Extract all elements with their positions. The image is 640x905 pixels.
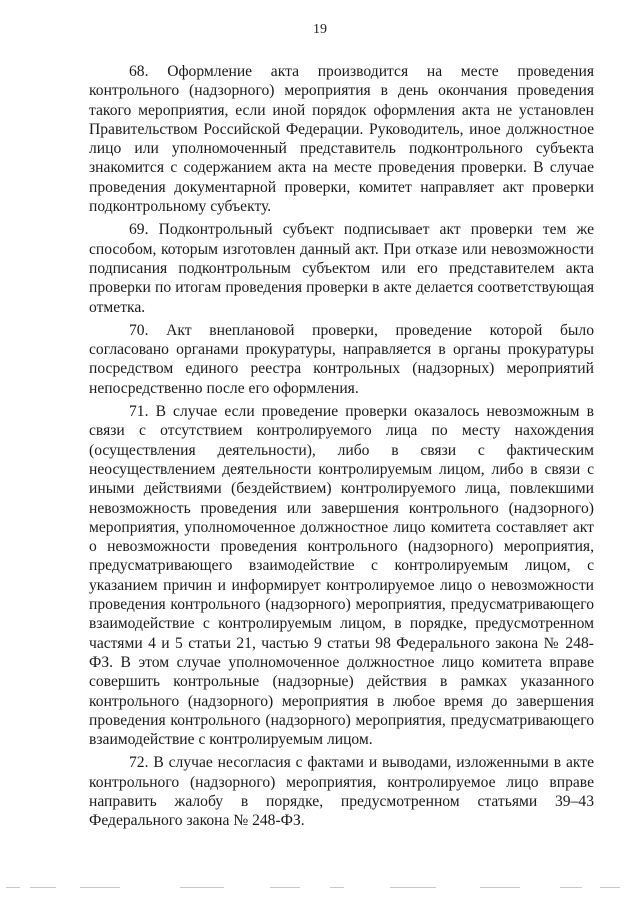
paragraph-72: 72. В случае несогласия с фактами и выводами, изложенными в акте контрольного (надзорного) мероприятия, контролируемое лицо вправе направить жалобу в порядке, предусмотренном статьями 39–43 Федерального закона № 248-ФЗ. <box>89 754 594 830</box>
paragraph-70: 70. Акт внеплановой проверки, проведение которой было согласовано органами прокуратуры, направляется в органы прокуратуры посредством единого реестра контрольных (надзорных) мероприятий непосредственно после его оформления. <box>89 321 594 397</box>
page-number: 19 <box>313 22 327 37</box>
paragraph-71: 71. В случае если проведение проверки оказалось невозможным в связи с отсутствием контролируемого лица по месту нахождения (осуществления деятельности), либо в связи с фактическим неосуществлением деятельности контролируемым лицом, либо в связи с иными действиями (бездействием) контролируемого лица, повлекшими невозможность проведения или завершения контрольного (надзорного) мероприятия, уполномоченное должностное лицо комитета составляет акт о невозможности проведения контрольного (надзорного) мероприятия, предусматривающего взаимодействие с контролируемым лицом, с указанием причин и информирует контролируемое лицо о невозможности проведения контрольного (надзорного) мероприятия, предусматривающего взаимодействие с контролируемым лицом, в порядке, предусмотренном частями 4 и 5 статьи 21, частью 9 статьи 98 Федерального закона № 248-ФЗ. В этом случае уполномоченное должностное лицо комитета вправе совершить контрольные (надзорные) действия в рамках указанного контрольного (надзорного) мероприятия в любое время до завершения проведения контрольного (надзорного) мероприятия, предусматривающего взаимодействие с контролируемым лицом. <box>89 403 594 749</box>
document-body <box>89 62 594 835</box>
scan-artifact-line <box>0 887 640 891</box>
paragraph-69: 69. Подконтрольный субъект подписывает акт проверки тем же способом, которым изготовлен данный акт. При отказе или невозможности подписания подконтрольным субъектом или его представителем акта проверки по итогам проведения проверки в акте делается соответствующая отметка. <box>89 221 594 316</box>
paragraph-68: 68. Оформление акта производится на месте проведения контрольного (надзорного) мероприятия в день окончания проведения такого мероприятия, если иной порядок оформления акта не установлен Правительством Российской Федерации. Руководитель, иное должностное лицо или уполномоченный представитель подконтрольного субъекта знакомится с содержанием акта на месте проведения проверки. В случае проведения документарной проверки, комитет направляет акт проверки подконтрольному субъекту. <box>89 63 594 216</box>
